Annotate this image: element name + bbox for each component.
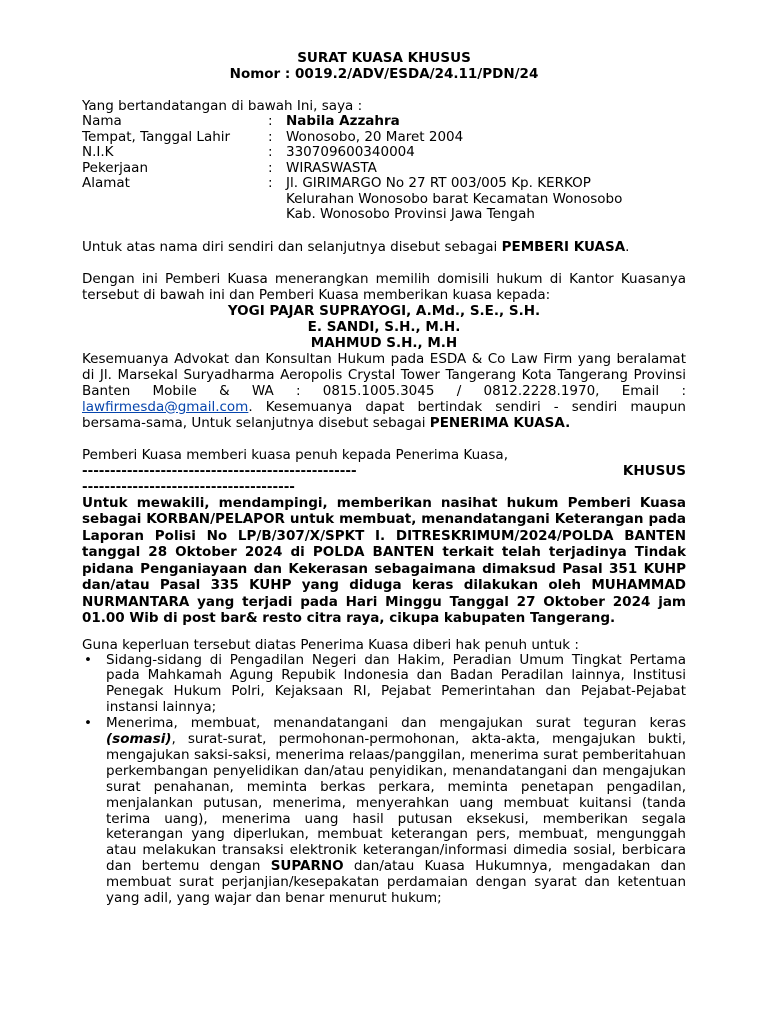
grantor-end: . (625, 238, 630, 255)
list-item (82, 716, 686, 907)
identity-row-birth (82, 130, 686, 146)
address-line: Kab. Wonosobo Provinsi Jawa Tengah (286, 206, 535, 222)
bullet-icon: • (84, 715, 92, 732)
list-item (82, 653, 686, 717)
domicile-paragraph: Dengan ini Pemberi Kuasa menerangkan memilih domisili hukum di Kantor Kuasanya tersebut di bawah ini dan Pemberi Kuasa memberikan kuasa kepada: (82, 270, 686, 303)
attorney-name: E. SANDI, S.H., M.H. (307, 318, 461, 335)
letter-page (82, 50, 686, 907)
identity-label: Pekerjaan (82, 159, 149, 176)
firm-text-cont: . Kesemuanya dapat bertindak sendiri - sendiri maupun bersama-sama, Untuk selanjutnya disebut sebagai (82, 398, 686, 431)
identity-row-name (82, 114, 686, 130)
identity-colon: : (268, 113, 273, 129)
identity-colon: : (268, 175, 273, 191)
dash-line: ------------------------------------------------- (82, 462, 357, 479)
identity-label: N.I.K (82, 144, 114, 160)
address-line: Jl. GIRIMARGO No 27 RT 003/005 Kp. KERKOP (286, 175, 591, 191)
rights-list (82, 653, 686, 908)
intro-line: Yang bertandatangan di bawah Ini, saya : (82, 98, 363, 114)
right-text: Menerima, membuat, menandatangani dan mengajukan surat teguran keras (106, 715, 686, 732)
identity-colon: : (268, 159, 273, 176)
purpose-line: Guna keperluan tersebut diatas Penerima Kuasa diberi hak penuh untuk : (82, 636, 579, 653)
bullet-icon: • (84, 651, 92, 668)
address-line: Kelurahan Wonosobo barat Kecamatan Wonosobo (286, 190, 623, 207)
identity-value (286, 176, 686, 223)
right-text-end: dan/atau Kuasa Hukumnya, mengadakan dan membuat surat perjanjian/kesepakatan perdamaian dengan syarat dan ketentuan yang adil, yang wajar dan benar menurut hukum; (106, 858, 686, 907)
firm-text: Kesemuanya Advokat dan Konsultan Hukum pada ESDA & Co Law Firm yang beralamat di Jl. Marsekal Suryadharma Aeropolis Crystal Tower Tangerang Kota Tangerang Provinsi Banten Mobile & WA : 0815.1005.3045 / 0812.2228.1970, Email : (82, 350, 686, 399)
identity-value: WIRASWASTA (286, 159, 377, 176)
identity-row-address (82, 176, 686, 223)
khusus-label: KHUSUS (622, 462, 686, 479)
grantor-line (82, 239, 686, 255)
grantor-term: PEMBERI KUASA (501, 238, 626, 255)
somasi-term: (somasi) (106, 731, 172, 748)
letter-title: SURAT KUASA KHUSUS (297, 50, 471, 66)
identity-row-nik (82, 145, 686, 161)
identity-value: Nabila Azzahra (286, 113, 400, 129)
grantor-text: Untuk atas nama diri sendiri dan selanjutnya disebut sebagai (82, 238, 502, 255)
full-power-line: Pemberi Kuasa memberi kuasa penuh kepada Penerima Kuasa, (82, 446, 508, 463)
identity-table (82, 114, 686, 223)
attorney-name: YOGI PAJAR SUPRAYOGI, A.Md., S.E., S.H. (227, 302, 541, 319)
identity-label: Alamat (82, 175, 130, 191)
right-text-cont: , surat-surat, permohonan-permohonan, akta-akta, mengajukan bukti, mengajukan saksi-saksi, menerima relaas/panggilan, menerima surat pemberitahuan perkembangan penyelidikan dan/atau penyidikan, menandatangani dan mengajukan surat penahanan, meminta berkas perkara, meminta penetapan pengadilan, menjalankan putusan, menerima, menyerahkan uang membuat kuitansi (tanda terima uang), menerima uang hasil putusan eksekusi, memberikan segala keterangan yang diperlukan, membuat keterangan pers, membuat, mengunggah atau melakukan transaksi elektronik keterangan/informasi dimedia sosial, berbicara dan bertemu dengan (106, 731, 686, 875)
email-link[interactable]: lawfirmesda@gmail.com (82, 398, 249, 415)
special-mandate-paragraph: Untuk mewakili, mendampingi, memberikan nasihat hukum Pemberi Kuasa sebagai KORBAN/PELAPOR untuk membuat, menandatangani Keterangan pada Laporan Polisi No LP/B/307/X/SPKT I. DITRESKRIMUM/2024/POLDA BANTEN tanggal 28 Oktober 2024 di POLDA BANTEN terkait telah terjadinya Tindak pidana Penganiayaan dan Kekerasan sebagaimana dimaksud Pasal 351 KUHP dan/atau Pasal 335 KUHP yang diduga keras dilakukan oleh MUHAMMAD NURMANTARA yang terjadi pada Hari Minggu Tanggal 27 Oktober 2024 jam 01.00 Wib di post bar& resto citra raya, cikupa kabupaten Tangerang. (82, 494, 686, 626)
firm-paragraph (82, 351, 686, 431)
identity-row-job (82, 161, 686, 177)
identity-value: 330709600340004 (286, 144, 415, 160)
dash-line: -------------------------------------- (82, 478, 295, 495)
attorney-name: MAHMUD S.H., M.H (310, 334, 458, 351)
identity-colon: : (268, 128, 273, 145)
khusus-row (82, 463, 686, 479)
identity-value: Wonosobo, 20 Maret 2004 (286, 128, 464, 145)
letter-number: Nomor : 0019.2/ADV/ESDA/24.11/PDN/24 (229, 66, 539, 82)
recipient-term: PENERIMA KUASA. (429, 414, 571, 431)
identity-colon: : (268, 144, 273, 160)
identity-label: Tempat, Tanggal Lahir (82, 128, 231, 145)
right-text: Sidang-sidang di Pengadilan Negeri dan Hakim, Peradian Umum Tingkat Pertama pada Mahkamah Agung Repubik Indonesia dan Badan Peradilan lainnya, Institusi Penegak Hukum Polri, Kejaksaan RI, Pejabat Pemerintahan dan Pejabat-Pejabat instansi lainnya; (106, 651, 686, 716)
identity-label: Nama (82, 113, 122, 129)
party-name: SUPARNO (270, 858, 344, 875)
